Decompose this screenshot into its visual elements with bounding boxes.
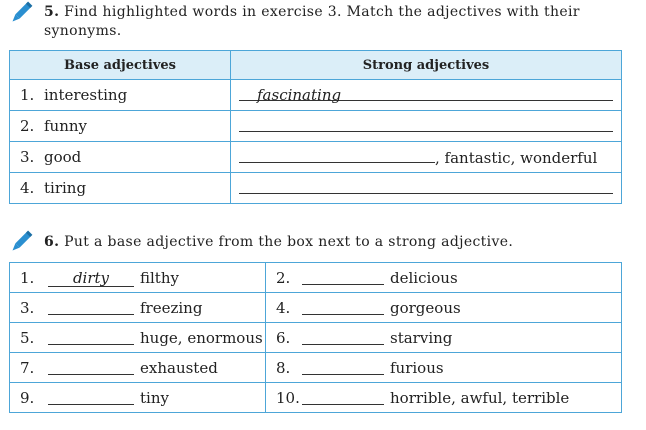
table-row bbox=[10, 80, 622, 111]
item-number: 3. bbox=[10, 293, 49, 323]
strong-adjective: furious bbox=[390, 353, 622, 383]
answer-field[interactable] bbox=[302, 327, 384, 345]
answer-field[interactable] bbox=[302, 357, 384, 375]
strong-adjective: horrible, awful, terrible bbox=[390, 383, 622, 413]
strong-adjective: filthy bbox=[140, 263, 266, 293]
table-row bbox=[10, 353, 622, 383]
strong-adjective: freezing bbox=[140, 293, 266, 323]
pencil-icon bbox=[8, 229, 34, 255]
strong-adjectives: , fantastic, wonderful bbox=[435, 149, 598, 167]
instruction-text: Find highlighted words in exercise 3. Match the adjectives with their synonyms. bbox=[44, 4, 580, 39]
item-number: 1. bbox=[10, 263, 49, 293]
exercise-6-instruction bbox=[44, 233, 634, 252]
item-number: 8. bbox=[266, 353, 303, 383]
item-number: 7. bbox=[10, 353, 49, 383]
row-number: 3. bbox=[20, 148, 35, 166]
row-number: 1. bbox=[20, 86, 35, 104]
answer-field[interactable]: dirty bbox=[48, 269, 134, 287]
item-number: 5. bbox=[10, 323, 49, 353]
base-adjective: good bbox=[44, 148, 82, 166]
base-adjective: interesting bbox=[44, 86, 128, 104]
strong-adjective: delicious bbox=[390, 263, 622, 293]
exercise-number: 5. bbox=[44, 4, 60, 20]
base-adjective: funny bbox=[44, 117, 88, 135]
strong-adjective: starving bbox=[390, 323, 622, 353]
table-row bbox=[10, 263, 622, 293]
answer-field[interactable] bbox=[239, 116, 613, 132]
answer-field[interactable] bbox=[239, 178, 613, 194]
item-number: 2. bbox=[266, 263, 303, 293]
item-number: 4. bbox=[266, 293, 303, 323]
column-header: Base adjectives bbox=[10, 51, 231, 80]
exercise-6-table bbox=[9, 262, 622, 413]
answer-field[interactable] bbox=[48, 327, 134, 345]
row-number: 4. bbox=[20, 179, 35, 197]
answer-field[interactable] bbox=[302, 387, 384, 405]
strong-adjective: exhausted bbox=[140, 353, 266, 383]
exercise-5-table bbox=[9, 50, 622, 204]
instruction-text: Put a base adjective from the box next to a strong adjective. bbox=[59, 234, 514, 250]
exercise-number: 6. bbox=[44, 234, 60, 250]
row-number: 2. bbox=[20, 117, 35, 135]
strong-adjective: huge, enormous bbox=[140, 323, 266, 353]
answer-field[interactable] bbox=[239, 147, 435, 163]
column-header: Strong adjectives bbox=[231, 51, 622, 80]
table-row bbox=[10, 142, 622, 173]
item-number: 10. bbox=[266, 383, 303, 413]
answer-field[interactable] bbox=[48, 357, 134, 375]
table-row bbox=[10, 383, 622, 413]
base-adjective: tiring bbox=[44, 179, 87, 197]
answer-field[interactable] bbox=[302, 267, 384, 285]
exercise-5-instruction bbox=[44, 3, 634, 41]
answer-field[interactable]: fascinating bbox=[239, 86, 613, 101]
table-row bbox=[10, 323, 622, 353]
pencil-icon bbox=[8, 0, 34, 26]
strong-adjective: tiny bbox=[140, 383, 266, 413]
answer-field[interactable] bbox=[48, 297, 134, 315]
table-row bbox=[10, 293, 622, 323]
strong-adjective: gorgeous bbox=[390, 293, 622, 323]
item-number: 6. bbox=[266, 323, 303, 353]
answer-field[interactable] bbox=[302, 297, 384, 315]
table-row bbox=[10, 173, 622, 204]
item-number: 9. bbox=[10, 383, 49, 413]
table-row bbox=[10, 111, 622, 142]
answer-field[interactable] bbox=[48, 387, 134, 405]
